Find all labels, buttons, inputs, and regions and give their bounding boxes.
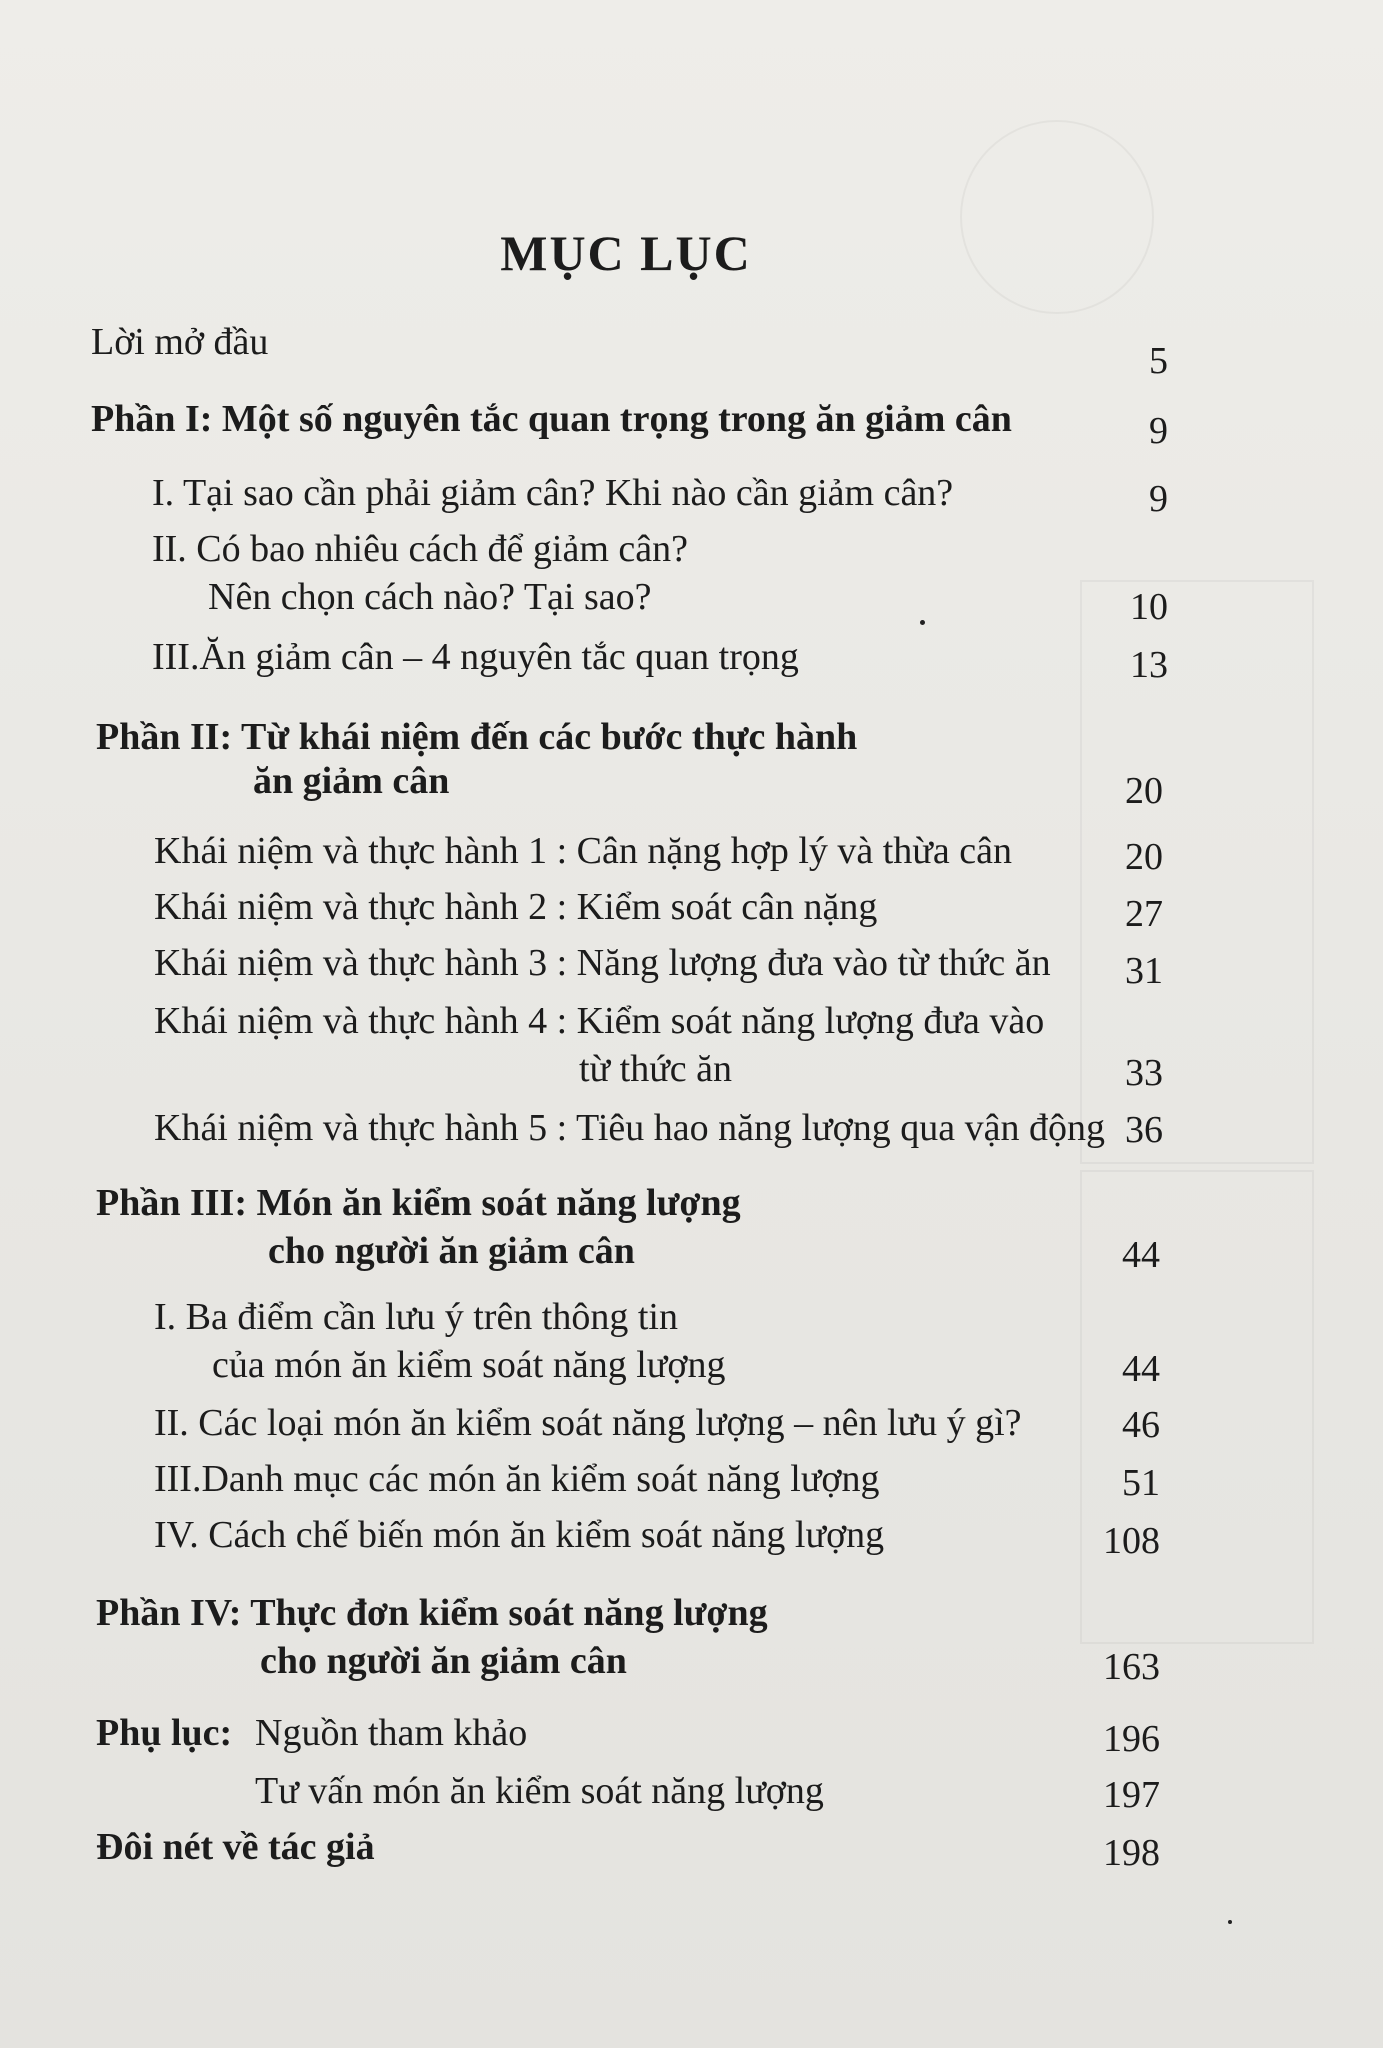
toc-part3-item3-label: III.Danh mục các món ăn kiểm soát năng lượng	[154, 1458, 880, 1500]
toc-part3-item3-page: 51	[1122, 1462, 1160, 1504]
toc-part3-item2-page: 46	[1122, 1404, 1160, 1446]
toc-part3-item1-page: 44	[1122, 1348, 1160, 1390]
toc-part2-item2-page: 27	[1125, 893, 1163, 935]
toc-part2-item4-label: Khái niệm và thực hành 4 : Kiểm soát năng lượng đưa vào	[154, 1000, 1045, 1042]
toc-part3-item4-page: 108	[1103, 1520, 1160, 1562]
toc-part2-item4-label-cont: từ thức ăn	[579, 1048, 733, 1090]
toc-part4-heading: Phần IV: Thực đơn kiểm soát năng lượng	[96, 1592, 768, 1634]
page-title: MỤC LỤC	[500, 225, 752, 281]
toc-part2-item1-label: Khái niệm và thực hành 1 : Cân nặng hợp lý và thừa cân	[154, 830, 1013, 872]
toc-part2-item3-page: 31	[1125, 950, 1163, 992]
stray-dot	[920, 620, 925, 625]
toc-part3-item4-label: IV. Cách chế biến món ăn kiểm soát năng lượng	[154, 1514, 885, 1556]
toc-part2-item3-label: Khái niệm và thực hành 3 : Năng lượng đưa vào từ thức ăn	[154, 942, 1051, 984]
toc-appendix-heading: Phụ lục:	[96, 1712, 233, 1754]
toc-part3-item1-label-cont: của món ăn kiểm soát năng lượng	[212, 1344, 726, 1386]
toc-part3-heading: Phần III: Món ăn kiểm soát năng lượng	[96, 1182, 741, 1224]
toc-part1-item2-label: II. Có bao nhiêu cách để giảm cân?	[152, 528, 688, 570]
toc-part1-item3-label: III.Ăn giảm cân – 4 nguyên tắc quan trọng	[152, 636, 799, 678]
toc-part1-item3-page: 13	[1130, 644, 1168, 686]
toc-part3-item1-label: I. Ba điểm cần lưu ý trên thông tin	[154, 1296, 678, 1338]
toc-part4-heading-cont: cho người ăn giảm cân	[260, 1640, 627, 1682]
toc-part2-item5-label: Khái niệm và thực hành 5 : Tiêu hao năng lượng qua vận động	[154, 1107, 1105, 1149]
toc-intro-label: Lời mở đầu	[91, 321, 269, 363]
toc-appendix-item2-page: 197	[1103, 1774, 1160, 1816]
toc-author-label: Đôi nét về tác giả	[96, 1826, 375, 1868]
toc-appendix-item2-label: Tư vấn món ăn kiểm soát năng lượng	[255, 1770, 824, 1812]
toc-part2-heading-cont: ăn giảm cân	[253, 760, 450, 802]
toc-part1-item2-page: 10	[1130, 586, 1168, 628]
toc-part2-item4-page: 33	[1125, 1052, 1163, 1094]
toc-part1-item1-label: I. Tại sao cần phải giảm cân? Khi nào cần giảm cân?	[152, 472, 954, 514]
toc-part2-page: 20	[1125, 770, 1163, 812]
toc-appendix-item1-label: Nguồn tham khảo	[255, 1712, 528, 1754]
toc-part1-item2-label-cont: Nên chọn cách nào? Tại sao?	[208, 576, 652, 618]
toc-part1-page: 9	[1149, 410, 1168, 452]
toc-part1-heading: Phần I: Một số nguyên tắc quan trọng trong ăn giảm cân	[91, 398, 1012, 440]
bleed-through-circle	[960, 120, 1154, 314]
toc-part2-heading: Phần II: Từ khái niệm đến các bước thực hành	[96, 716, 858, 758]
toc-part1-item1-page: 9	[1149, 478, 1168, 520]
stray-dot-bottom	[1228, 1920, 1232, 1924]
toc-author-page: 198	[1103, 1832, 1160, 1874]
toc-intro-page: 5	[1149, 340, 1168, 382]
toc-part3-item2-label: II. Các loại món ăn kiểm soát năng lượng – nên lưu ý gì?	[154, 1402, 1022, 1444]
toc-part2-item2-label: Khái niệm và thực hành 2 : Kiểm soát cân nặng	[154, 886, 878, 928]
toc-appendix-item1-page: 196	[1103, 1718, 1160, 1760]
toc-part2-item5-page: 36	[1125, 1109, 1163, 1151]
toc-part3-page: 44	[1122, 1234, 1160, 1276]
toc-part2-item1-page: 20	[1125, 836, 1163, 878]
toc-part3-heading-cont: cho người ăn giảm cân	[268, 1230, 635, 1272]
toc-part4-page: 163	[1103, 1646, 1160, 1688]
